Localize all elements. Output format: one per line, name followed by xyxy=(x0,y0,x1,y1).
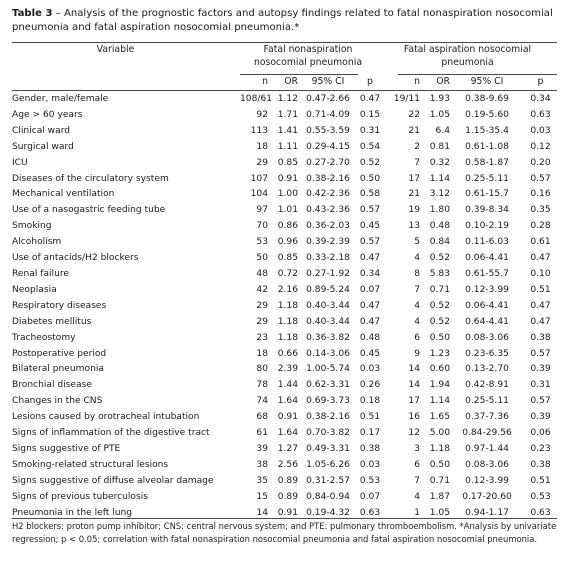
or-nonaspiration-cell: 1.18 xyxy=(277,332,298,343)
or-aspiration-cell: 1.05 xyxy=(429,109,450,120)
ci-aspiration-cell: 0.12-3.99 xyxy=(465,284,509,295)
table-row xyxy=(12,140,557,156)
n-nonaspiration-cell: 74 xyxy=(256,396,268,407)
ci-nonaspiration-cell: 0.84-0.94 xyxy=(306,491,350,502)
ci-nonaspiration-cell: 0.70-3.82 xyxy=(306,428,350,439)
p-aspiration-cell: 0.06 xyxy=(530,428,551,439)
ci-aspiration-cell: 0.11-6.03 xyxy=(465,237,509,248)
or-nonaspiration-cell: 0.91 xyxy=(277,173,298,184)
table-row xyxy=(12,378,557,394)
n-aspiration-cell: 19/11 xyxy=(393,94,420,104)
ci-aspiration-cell: 0.17-20.60 xyxy=(462,491,512,502)
n-nonaspiration-cell: 108/61 xyxy=(240,94,272,104)
n-aspiration-cell: 4 xyxy=(414,253,420,264)
ci-aspiration-cell: 1.15-35.4 xyxy=(465,125,509,136)
p-aspiration-cell: 0.38 xyxy=(530,459,551,470)
n-aspiration-cell: 4 xyxy=(414,491,420,502)
p-nonaspiration-cell: 0.47 xyxy=(359,253,381,264)
p-aspiration-cell: 0.23 xyxy=(530,443,551,454)
p-nonaspiration-cell: 0.57 xyxy=(359,205,381,216)
n-aspiration-cell: 7 xyxy=(414,157,420,168)
ci-aspiration-cell: 0.19-5.60 xyxy=(465,109,509,120)
p-aspiration-cell: 0.12 xyxy=(530,141,551,152)
or-nonaspiration-cell: 1.18 xyxy=(277,300,298,311)
n-nonaspiration-cell: 38 xyxy=(256,459,268,470)
ci-nonaspiration-cell: 0.69-3.73 xyxy=(306,396,350,407)
p-nonaspiration-cell: 0.47 xyxy=(359,316,381,327)
n-aspiration-cell: 8 xyxy=(414,268,420,279)
table-row xyxy=(12,156,557,172)
ci-aspiration-cell: 0.13-2.70 xyxy=(465,364,509,375)
or-aspiration-cell: 0.71 xyxy=(429,284,450,295)
top-rule xyxy=(12,42,557,43)
or-nonaspiration-cell: 0.72 xyxy=(277,268,298,279)
p-nonaspiration-cell: 0.17 xyxy=(359,428,381,439)
p-aspiration-cell: 0.28 xyxy=(530,221,551,232)
or-nonaspiration-cell: 0.66 xyxy=(277,348,298,359)
variable-cell: Bilateral pneumonia xyxy=(12,364,104,375)
variable-cell: Tracheostomy xyxy=(12,332,76,343)
ci-aspiration-cell: 0.42-8.91 xyxy=(465,380,509,391)
p-aspiration-cell: 0.53 xyxy=(530,491,551,502)
p-nonaspiration-cell: 0.50 xyxy=(359,173,381,184)
n-aspiration-cell: 3 xyxy=(414,443,420,454)
ci-aspiration-cell: 0.06-4.41 xyxy=(465,300,509,311)
or-aspiration-cell: 1.80 xyxy=(429,205,450,216)
col-header-p2: p xyxy=(537,76,544,87)
p-nonaspiration-cell: 0.18 xyxy=(359,396,381,407)
or-nonaspiration-cell: 0.89 xyxy=(277,491,298,502)
table-row xyxy=(12,219,557,235)
or-nonaspiration-cell: 0.85 xyxy=(277,157,298,168)
or-aspiration-cell: 0.50 xyxy=(429,459,450,470)
table-label: Table 3 xyxy=(12,8,53,19)
ci-nonaspiration-cell: 0.14-3.06 xyxy=(306,348,350,359)
table-row xyxy=(12,108,557,124)
p-aspiration-cell: 0.63 xyxy=(530,507,551,518)
ci-aspiration-cell: 0.23-6.35 xyxy=(465,348,509,359)
p-nonaspiration-cell: 0.45 xyxy=(359,348,381,359)
ci-aspiration-cell: 0.38-9.69 xyxy=(465,94,509,104)
n-nonaspiration-cell: 14 xyxy=(256,507,268,518)
n-nonaspiration-cell: 18 xyxy=(256,348,268,359)
table-row xyxy=(12,362,557,378)
n-nonaspiration-cell: 39 xyxy=(256,443,268,454)
variable-cell: Respiratory diseases xyxy=(12,300,107,311)
variable-cell: Signs of inflammation of the digestive tract xyxy=(12,428,210,439)
p-nonaspiration-cell: 0.54 xyxy=(359,141,381,152)
variable-cell: Changes in the CNS xyxy=(12,396,103,407)
n-nonaspiration-cell: 104 xyxy=(250,189,268,200)
table-row xyxy=(12,299,557,315)
n-aspiration-cell: 12 xyxy=(408,428,420,439)
or-nonaspiration-cell: 1.27 xyxy=(277,443,298,454)
variable-cell: Lesions caused by orotracheal intubation xyxy=(12,412,200,423)
p-aspiration-cell: 0.35 xyxy=(530,205,551,216)
p-aspiration-cell: 0.51 xyxy=(530,475,551,486)
n-aspiration-cell: 17 xyxy=(408,173,420,184)
variable-cell: Surgical ward xyxy=(12,141,74,152)
ci-aspiration-cell: 0.61-55.7 xyxy=(465,268,509,279)
p-nonaspiration-cell: 0.31 xyxy=(359,125,381,136)
variable-cell: Signs suggestive of PTE xyxy=(12,443,121,454)
n-aspiration-cell: 16 xyxy=(408,412,420,423)
ci-nonaspiration-cell: 0.31-2.57 xyxy=(306,475,350,486)
p-nonaspiration-cell: 0.53 xyxy=(359,475,381,486)
ci-nonaspiration-cell: 0.38-2.16 xyxy=(306,412,350,423)
or-nonaspiration-cell: 1.01 xyxy=(277,205,298,216)
n-nonaspiration-cell: 107 xyxy=(250,173,268,184)
p-nonaspiration-cell: 0.38 xyxy=(359,443,381,454)
variable-cell: Gender, male/female xyxy=(12,94,109,104)
table-row xyxy=(12,490,557,506)
table-row xyxy=(12,442,557,458)
or-aspiration-cell: 1.23 xyxy=(429,348,450,359)
col-header-ci2: 95% CI xyxy=(470,76,504,87)
ci-nonaspiration-cell: 0.38-2.16 xyxy=(306,173,350,184)
n-nonaspiration-cell: 50 xyxy=(256,253,268,264)
ci-nonaspiration-cell: 0.27-2.70 xyxy=(306,157,350,168)
col-header-or1: OR xyxy=(284,76,298,87)
bottom-rule xyxy=(12,518,557,519)
col-header-p1: p xyxy=(367,76,373,87)
table-row xyxy=(12,124,557,140)
p-aspiration-cell: 0.39 xyxy=(530,364,551,375)
p-aspiration-cell: 0.20 xyxy=(530,157,551,168)
p-aspiration-cell: 0.34 xyxy=(530,94,551,104)
variable-cell: Pneumonia in the left lung xyxy=(12,507,133,518)
or-aspiration-cell: 0.60 xyxy=(429,364,450,375)
or-aspiration-cell: 1.18 xyxy=(429,443,450,454)
n-aspiration-cell: 9 xyxy=(414,348,420,359)
variable-cell: Use of a nasogastric feeding tube xyxy=(12,205,166,216)
variable-cell: Signs of previous tuberculosis xyxy=(12,491,148,502)
p-aspiration-cell: 0.47 xyxy=(530,253,551,264)
n-aspiration-cell: 13 xyxy=(408,221,420,232)
or-nonaspiration-cell: 2.39 xyxy=(277,364,298,375)
ci-nonaspiration-cell: 0.55-3.59 xyxy=(306,125,350,136)
n-aspiration-cell: 1 xyxy=(414,507,420,518)
n-aspiration-cell: 19 xyxy=(408,205,420,216)
or-aspiration-cell: 1.14 xyxy=(429,173,450,184)
n-aspiration-cell: 5 xyxy=(414,237,420,248)
p-nonaspiration-cell: 0.57 xyxy=(359,237,381,248)
or-nonaspiration-cell: 2.56 xyxy=(277,459,298,470)
header-bottom-rule xyxy=(12,90,557,91)
p-nonaspiration-cell: 0.03 xyxy=(359,459,381,470)
variable-cell: Bronchial disease xyxy=(12,380,92,391)
group1-header: Fatal nonaspiration nosocomial pneumonia xyxy=(253,44,363,68)
or-aspiration-cell: 5.00 xyxy=(429,428,450,439)
p-aspiration-cell: 0.47 xyxy=(530,300,551,311)
n-aspiration-cell: 14 xyxy=(408,364,420,375)
table-row xyxy=(12,172,557,188)
variable-cell: Clinical ward xyxy=(12,125,71,136)
table-caption xyxy=(12,7,557,35)
or-aspiration-cell: 0.84 xyxy=(429,237,450,248)
ci-aspiration-cell: 0.61-1.08 xyxy=(465,141,509,152)
variable-cell: Postoperative period xyxy=(12,348,107,359)
table-row xyxy=(12,331,557,347)
p-nonaspiration-cell: 0.07 xyxy=(359,284,381,295)
group2-rule xyxy=(398,74,557,75)
ci-aspiration-cell: 0.25-5.11 xyxy=(465,173,509,184)
p-aspiration-cell: 0.03 xyxy=(530,125,551,136)
or-nonaspiration-cell: 0.86 xyxy=(277,221,298,232)
n-nonaspiration-cell: 29 xyxy=(256,157,268,168)
p-nonaspiration-cell: 0.03 xyxy=(359,364,381,375)
variable-cell: Smoking xyxy=(12,221,52,232)
ci-nonaspiration-cell: 0.49-3.31 xyxy=(306,443,350,454)
ci-aspiration-cell: 0.97-1.44 xyxy=(465,443,509,454)
variable-header: Variable xyxy=(96,44,135,55)
or-aspiration-cell: 0.32 xyxy=(429,157,450,168)
n-nonaspiration-cell: 53 xyxy=(256,237,268,248)
n-aspiration-cell: 2 xyxy=(414,141,420,152)
variable-cell: Smoking-related structural lesions xyxy=(12,459,169,470)
n-aspiration-cell: 6 xyxy=(414,332,420,343)
table-row xyxy=(12,410,557,426)
or-nonaspiration-cell: 1.44 xyxy=(277,380,298,391)
or-aspiration-cell: 1.94 xyxy=(429,380,450,391)
p-aspiration-cell: 0.57 xyxy=(530,348,551,359)
or-aspiration-cell: 0.48 xyxy=(429,221,450,232)
n-nonaspiration-cell: 29 xyxy=(256,316,268,327)
ci-aspiration-cell: 0.08-3.06 xyxy=(465,332,509,343)
group1-rule xyxy=(240,74,358,75)
p-aspiration-cell: 0.57 xyxy=(530,396,551,407)
n-aspiration-cell: 21 xyxy=(408,189,420,200)
n-aspiration-cell: 6 xyxy=(414,459,420,470)
variable-cell: Diabetes mellitus xyxy=(12,316,92,327)
ci-nonaspiration-cell: 0.39-2.39 xyxy=(306,237,350,248)
ci-aspiration-cell: 0.58-1.87 xyxy=(465,157,509,168)
p-aspiration-cell: 0.10 xyxy=(530,268,551,279)
ci-nonaspiration-cell: 0.42-2.36 xyxy=(306,189,350,200)
or-nonaspiration-cell: 1.64 xyxy=(277,396,298,407)
data-table xyxy=(12,92,557,521)
ci-aspiration-cell: 0.06-4.41 xyxy=(465,253,509,264)
or-aspiration-cell: 0.52 xyxy=(429,316,450,327)
table-row xyxy=(12,251,557,267)
col-header-ci1: 95% CI xyxy=(311,76,345,87)
p-nonaspiration-cell: 0.47 xyxy=(359,94,381,104)
variable-cell: Renal failure xyxy=(12,268,69,279)
ci-nonaspiration-cell: 0.71-4.09 xyxy=(306,109,350,120)
or-nonaspiration-cell: 1.41 xyxy=(277,125,298,136)
table-footnote: H2 blockers: proton pump inhibitor; CNS: central nervous system; and PTE: pulmonary thromboembolism. *Analysis by univariate regression; p < 0.05; correlation with fatal nonaspiration nosocomial pneumonia and fatal aspiration nosocomial pneumonia. xyxy=(12,521,557,544)
n-nonaspiration-cell: 23 xyxy=(256,332,268,343)
n-aspiration-cell: 17 xyxy=(408,396,420,407)
n-aspiration-cell: 7 xyxy=(414,475,420,486)
ci-nonaspiration-cell: 0.36-2.03 xyxy=(306,221,350,232)
p-nonaspiration-cell: 0.15 xyxy=(359,109,381,120)
ci-aspiration-cell: 0.12-3.99 xyxy=(465,475,509,486)
ci-nonaspiration-cell: 1.00-5.74 xyxy=(306,364,350,375)
table-row xyxy=(12,315,557,331)
p-nonaspiration-cell: 0.63 xyxy=(359,507,381,518)
or-aspiration-cell: 0.81 xyxy=(429,141,450,152)
p-nonaspiration-cell: 0.52 xyxy=(359,157,381,168)
ci-nonaspiration-cell: 0.19-4.32 xyxy=(306,507,350,518)
n-nonaspiration-cell: 29 xyxy=(256,300,268,311)
p-aspiration-cell: 0.47 xyxy=(530,316,551,327)
n-aspiration-cell: 21 xyxy=(408,125,420,136)
p-aspiration-cell: 0.31 xyxy=(530,380,551,391)
or-nonaspiration-cell: 0.89 xyxy=(277,475,298,486)
n-nonaspiration-cell: 61 xyxy=(256,428,268,439)
or-nonaspiration-cell: 1.64 xyxy=(277,428,298,439)
p-nonaspiration-cell: 0.07 xyxy=(359,491,381,502)
or-aspiration-cell: 0.71 xyxy=(429,475,450,486)
or-nonaspiration-cell: 0.85 xyxy=(277,253,298,264)
n-nonaspiration-cell: 80 xyxy=(256,364,268,375)
ci-nonaspiration-cell: 0.62-3.31 xyxy=(306,380,350,391)
table-row xyxy=(12,267,557,283)
n-nonaspiration-cell: 68 xyxy=(256,412,268,423)
n-nonaspiration-cell: 42 xyxy=(256,284,268,295)
ci-nonaspiration-cell: 1.05-6.26 xyxy=(306,459,350,470)
ci-aspiration-cell: 0.39-8.34 xyxy=(465,205,509,216)
or-nonaspiration-cell: 1.18 xyxy=(277,316,298,327)
table-row xyxy=(12,235,557,251)
col-header-n2: n xyxy=(414,76,420,87)
table-row xyxy=(12,203,557,219)
table-row xyxy=(12,458,557,474)
caption-text: Analysis of the prognostic factors and autopsy findings related to fatal nonaspiration nosocomial pneumonia and fatal aspiration nosocomial pneumonia.* xyxy=(12,8,553,33)
n-nonaspiration-cell: 78 xyxy=(256,380,268,391)
variable-cell: Alcoholism xyxy=(12,237,62,248)
p-nonaspiration-cell: 0.48 xyxy=(359,332,381,343)
table-row xyxy=(12,187,557,203)
n-aspiration-cell: 14 xyxy=(408,380,420,391)
ci-aspiration-cell: 0.08-3.06 xyxy=(465,459,509,470)
or-aspiration-cell: 3.12 xyxy=(429,189,450,200)
n-aspiration-cell: 7 xyxy=(414,284,420,295)
ci-aspiration-cell: 0.64-4.41 xyxy=(465,316,509,327)
or-nonaspiration-cell: 2.16 xyxy=(277,284,298,295)
table-row xyxy=(12,394,557,410)
ci-nonaspiration-cell: 0.43-2.36 xyxy=(306,205,350,216)
variable-cell: ICU xyxy=(12,157,28,168)
p-aspiration-cell: 0.16 xyxy=(530,189,551,200)
p-aspiration-cell: 0.38 xyxy=(530,332,551,343)
ci-aspiration-cell: 0.37-7.36 xyxy=(465,412,509,423)
ci-nonaspiration-cell: 0.27-1.92 xyxy=(306,268,350,279)
or-aspiration-cell: 1.14 xyxy=(429,396,450,407)
table-row xyxy=(12,426,557,442)
or-aspiration-cell: 5.83 xyxy=(429,268,450,279)
or-nonaspiration-cell: 0.91 xyxy=(277,507,298,518)
n-nonaspiration-cell: 70 xyxy=(256,221,268,232)
or-aspiration-cell: 1.65 xyxy=(429,412,450,423)
or-nonaspiration-cell: 0.91 xyxy=(277,412,298,423)
p-nonaspiration-cell: 0.47 xyxy=(359,300,381,311)
p-aspiration-cell: 0.61 xyxy=(530,237,551,248)
caption-dash: – xyxy=(52,8,64,19)
ci-nonaspiration-cell: 0.33-2.18 xyxy=(306,253,350,264)
ci-aspiration-cell: 0.25-5.11 xyxy=(465,396,509,407)
or-nonaspiration-cell: 1.12 xyxy=(277,94,298,104)
variable-cell: Use of antacids/H2 blockers xyxy=(12,253,139,264)
p-nonaspiration-cell: 0.58 xyxy=(359,189,381,200)
ci-nonaspiration-cell: 0.36-3.82 xyxy=(306,332,350,343)
or-aspiration-cell: 0.50 xyxy=(429,332,450,343)
n-nonaspiration-cell: 15 xyxy=(256,491,268,502)
n-aspiration-cell: 22 xyxy=(408,109,420,120)
col-header-or2: OR xyxy=(436,76,450,87)
or-nonaspiration-cell: 1.11 xyxy=(277,141,298,152)
n-nonaspiration-cell: 18 xyxy=(256,141,268,152)
variable-cell: Age > 60 years xyxy=(12,109,83,120)
variable-cell: Mechanical ventilation xyxy=(12,189,115,200)
ci-nonaspiration-cell: 0.40-3.44 xyxy=(306,300,350,311)
variable-cell: Diseases of the circulatory system xyxy=(12,173,169,184)
ci-aspiration-cell: 0.94-1.17 xyxy=(465,507,509,518)
or-aspiration-cell: 0.52 xyxy=(429,253,450,264)
or-aspiration-cell: 1.93 xyxy=(429,94,450,104)
or-nonaspiration-cell: 0.96 xyxy=(277,237,298,248)
p-nonaspiration-cell: 0.45 xyxy=(359,221,381,232)
table-row xyxy=(12,474,557,490)
p-aspiration-cell: 0.63 xyxy=(530,109,551,120)
ci-aspiration-cell: 0.84-29.56 xyxy=(462,428,512,439)
p-nonaspiration-cell: 0.51 xyxy=(359,412,381,423)
or-nonaspiration-cell: 1.00 xyxy=(277,189,298,200)
n-nonaspiration-cell: 113 xyxy=(250,125,268,136)
p-aspiration-cell: 0.51 xyxy=(530,284,551,295)
p-aspiration-cell: 0.57 xyxy=(530,173,551,184)
n-nonaspiration-cell: 97 xyxy=(256,205,268,216)
n-aspiration-cell: 4 xyxy=(414,316,420,327)
n-nonaspiration-cell: 48 xyxy=(256,268,268,279)
variable-cell: Signs suggestive of diffuse alveolar damage xyxy=(12,475,214,486)
col-header-n1: n xyxy=(262,76,268,87)
or-aspiration-cell: 0.52 xyxy=(429,300,450,311)
n-nonaspiration-cell: 92 xyxy=(256,109,268,120)
ci-nonaspiration-cell: 0.29-4.15 xyxy=(306,141,350,152)
table-row xyxy=(12,283,557,299)
table-row xyxy=(12,92,557,108)
or-aspiration-cell: 1.05 xyxy=(429,507,450,518)
or-aspiration-cell: 1.87 xyxy=(429,491,450,502)
table-row xyxy=(12,347,557,363)
or-aspiration-cell: 6.4 xyxy=(435,125,450,136)
ci-nonaspiration-cell: 0.40-3.44 xyxy=(306,316,350,327)
p-nonaspiration-cell: 0.26 xyxy=(359,380,381,391)
n-aspiration-cell: 4 xyxy=(414,300,420,311)
variable-cell: Neoplasia xyxy=(12,284,57,295)
ci-nonaspiration-cell: 0.89-5.24 xyxy=(306,284,350,295)
ci-aspiration-cell: 0.61-15.7 xyxy=(465,189,509,200)
p-nonaspiration-cell: 0.34 xyxy=(359,268,381,279)
p-aspiration-cell: 0.39 xyxy=(530,412,551,423)
n-nonaspiration-cell: 35 xyxy=(256,475,268,486)
group2-header: Fatal aspiration nosocomial pneumonia xyxy=(403,44,532,68)
or-nonaspiration-cell: 1.71 xyxy=(277,109,298,120)
ci-nonaspiration-cell: 0.47-2.66 xyxy=(306,94,350,104)
ci-aspiration-cell: 0.10-2.19 xyxy=(465,221,509,232)
